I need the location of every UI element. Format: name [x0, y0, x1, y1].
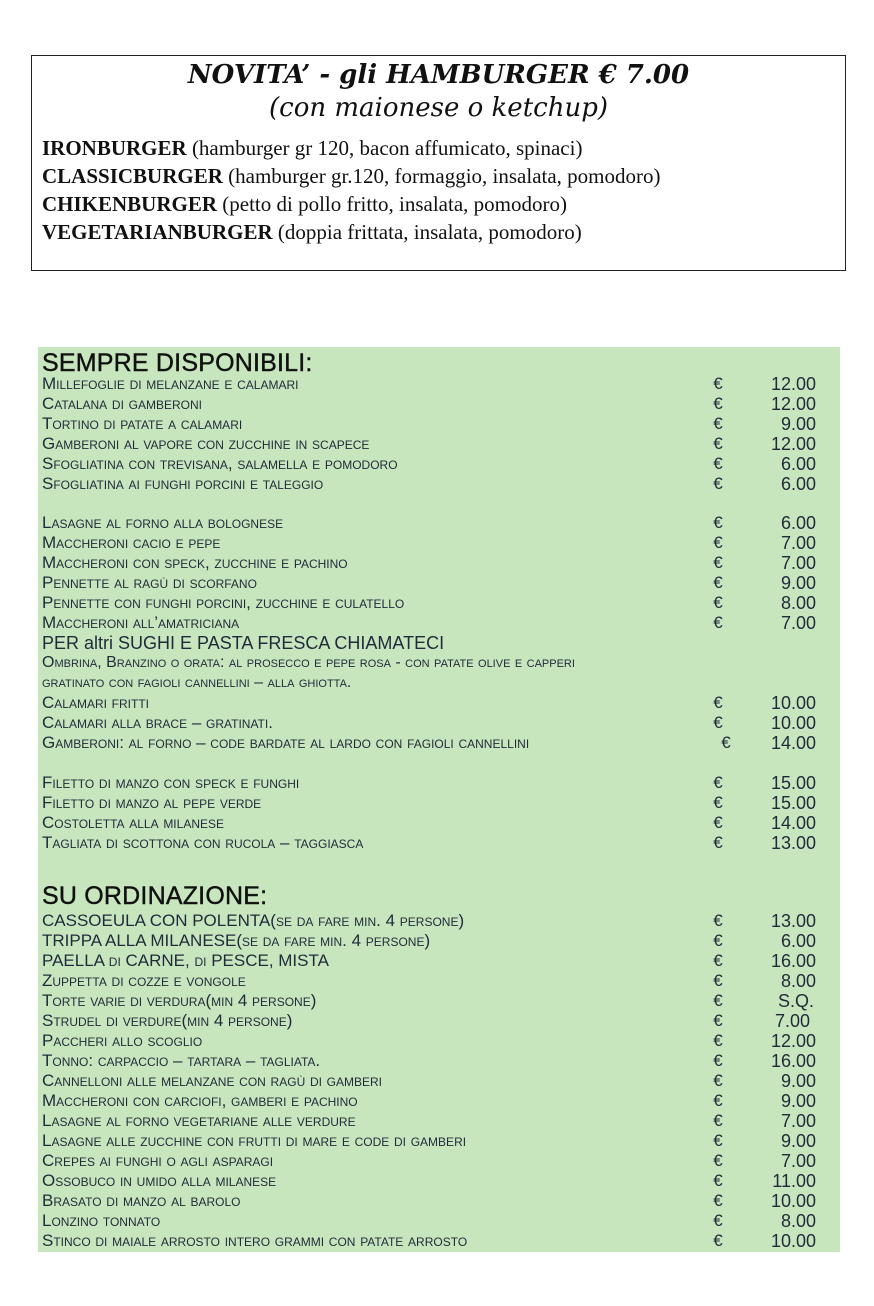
section-heading-ordinazione: SU ORDINAZIONE:: [42, 882, 268, 910]
menu-item-name: Filetto di manzo al pepe verde: [42, 793, 262, 812]
hamburger-name: VEGETARIANBURGER: [42, 220, 273, 244]
menu-item-price: 9.00: [780, 1131, 816, 1151]
euro-sign: €: [713, 454, 723, 473]
menu-item-name: Strudel di verdure(min 4 persone): [42, 1011, 293, 1030]
euro-sign: €: [713, 1011, 723, 1030]
hamburger-subtitle: (con maionese o ketchup): [269, 93, 608, 123]
euro-sign: €: [713, 911, 723, 930]
menu-item-name: Lasagne al forno alla bolognese: [42, 513, 284, 532]
euro-sign: €: [713, 991, 723, 1010]
menu-item-name: Costoletta alla milanese: [42, 813, 225, 832]
hamburger-box: [31, 55, 846, 271]
menu-item-price: 15.00: [770, 793, 816, 813]
euro-sign: €: [713, 1171, 723, 1190]
euro-sign: €: [713, 971, 723, 990]
hamburger-title: NOVITA’ - gli HAMBURGER € 7.00: [187, 60, 690, 90]
euro-sign: €: [713, 613, 723, 632]
euro-sign: €: [713, 773, 723, 792]
euro-sign: €: [713, 1151, 723, 1170]
hamburger-item: [42, 190, 661, 218]
euro-sign: €: [713, 1111, 723, 1130]
menu-item-price: 12.00: [770, 1031, 816, 1051]
euro-sign: €: [713, 1131, 723, 1150]
hamburger-list: [42, 134, 661, 246]
menu-item-price: 8.00: [780, 971, 816, 991]
menu-item-name: Lonzino tonnato: [42, 1211, 161, 1230]
menu-item-price: 9.00: [780, 414, 816, 434]
menu-panel: [38, 347, 840, 1252]
menu-item-price: 6.00: [780, 474, 816, 494]
menu-item-name: Pennette con funghi porcini, zucchine e culatello: [42, 593, 405, 612]
menu-item-name: Cannelloni alle melanzane con ragù di gamberi: [42, 1071, 383, 1090]
hamburger-desc: (petto di pollo fritto, insalata, pomodoro): [217, 192, 567, 216]
hamburger-item: [42, 134, 661, 162]
menu-item-price: 11.00: [772, 1171, 816, 1191]
hamburger-desc: (doppia frittata, insalata, pomodoro): [272, 220, 582, 244]
menu-item-price: 12.00: [770, 374, 816, 394]
menu-item-price: 13.00: [770, 833, 816, 853]
euro-sign: €: [713, 1031, 723, 1050]
menu-item-name: PAELLA di CARNE, di PESCE, MISTA: [42, 951, 329, 970]
hamburger-item: [42, 162, 661, 190]
menu-item-price: 10.00: [770, 713, 816, 733]
euro-sign: €: [713, 533, 723, 552]
menu-item-price: 7.00: [780, 1111, 816, 1131]
menu-item-name: Calamari fritti: [42, 693, 150, 712]
menu-item-price: 7.00: [774, 1011, 810, 1031]
menu-item-price: 13.00: [770, 911, 816, 931]
euro-sign: €: [713, 1231, 723, 1250]
euro-sign: €: [713, 414, 723, 433]
menu-item-price: 6.00: [780, 454, 816, 474]
hamburger-desc: (hamburger gr 120, bacon affumicato, spinaci): [186, 136, 583, 160]
menu-item-price: 16.00: [770, 951, 816, 971]
euro-sign: €: [713, 1071, 723, 1090]
euro-sign: €: [713, 951, 723, 970]
euro-sign: €: [713, 434, 723, 453]
euro-sign: €: [713, 813, 723, 832]
menu-item-price: 6.00: [780, 931, 816, 951]
menu-item-price: 9.00: [780, 573, 816, 593]
euro-sign: €: [713, 513, 723, 532]
menu-item-price: S.Q.: [777, 991, 814, 1011]
menu-item-name: Zuppetta di cozze e vongole: [42, 971, 246, 990]
euro-sign: €: [713, 374, 723, 393]
menu-item-price: 14.00: [770, 813, 816, 833]
menu-item-name: Lasagne al forno vegetariane alle verdure: [42, 1111, 356, 1130]
menu-item-name: Gamberoni: al forno – code bardate al lardo con fagioli cannellini: [42, 733, 530, 752]
menu-item-price: 8.00: [780, 1211, 816, 1231]
menu-item-price: 14.00: [770, 733, 816, 753]
hamburger-item: [42, 218, 661, 246]
menu-item-name: Calamari alla brace – gratinati.: [42, 713, 273, 732]
euro-sign: €: [713, 474, 723, 493]
euro-sign: €: [713, 713, 723, 732]
menu-item-price: 6.00: [780, 513, 816, 533]
menu-item-price: 12.00: [770, 394, 816, 414]
euro-sign: €: [713, 931, 723, 950]
euro-sign: €: [713, 793, 723, 812]
menu-item-name: Sfogliatina ai funghi porcini e taleggio: [42, 474, 324, 493]
menu-item-name: Tortino di patate a calamari: [42, 414, 243, 433]
menu-item-name: Brasato di manzo al barolo: [42, 1191, 241, 1210]
menu-item-price: 16.00: [770, 1051, 816, 1071]
menu-item-name: Paccheri allo scoglio: [42, 1031, 203, 1050]
menu-item-price: 10.00: [770, 1231, 816, 1251]
menu-item-name: Filetto di manzo con speck e funghi: [42, 773, 300, 792]
euro-sign: €: [713, 553, 723, 572]
menu-item-name: TRIPPA ALLA MILANESE(se da fare min. 4 persone): [42, 931, 431, 950]
menu-item-name: gratinato con fagioli cannellini – alla ghiotta.: [42, 674, 352, 691]
menu-item-price: 12.00: [770, 434, 816, 454]
euro-sign: €: [713, 573, 723, 592]
euro-sign: €: [721, 733, 731, 752]
menu-item-price: 7.00: [780, 553, 816, 573]
hamburger-name: IRONBURGER: [42, 136, 187, 160]
menu-item-name: CASSOEULA CON POLENTA(se da fare min. 4 persone): [42, 911, 465, 930]
menu-item-name: Lasagne alle zucchine con frutti di mare e code di gamberi: [42, 1131, 467, 1150]
menu-item-name: Catalana di gamberoni: [42, 394, 202, 413]
menu-item-price: 10.00: [770, 693, 816, 713]
menu-item-name: Gamberoni al vapore con zucchine in scapece: [42, 434, 370, 453]
euro-sign: €: [713, 1191, 723, 1210]
menu-item-price: 7.00: [780, 1151, 816, 1171]
euro-sign: €: [713, 1211, 723, 1230]
hamburger-name: CLASSICBURGER: [42, 164, 223, 188]
menu-item-price: 7.00: [780, 613, 816, 633]
section-heading-sempre: SEMPRE DISPONIBILI:: [42, 349, 313, 377]
menu-item-name: Stinco di maiale arrosto intero grammi con patate arrosto: [42, 1231, 468, 1250]
menu-item-name: Maccheroni cacio e pepe: [42, 533, 221, 552]
menu-item-name: Maccheroni con carciofi, gamberi e pachino: [42, 1091, 358, 1110]
menu-item-name: Torte varie di verdura(min 4 persone): [42, 991, 317, 1010]
menu-item-name: Pennette al ragù di scorfano: [42, 573, 257, 592]
menu-item-name: Ossobuco in umido alla milanese: [42, 1171, 277, 1190]
euro-sign: €: [713, 693, 723, 712]
euro-sign: €: [713, 394, 723, 413]
menu-item-price: 7.00: [780, 533, 816, 553]
menu-item-price: 15.00: [770, 773, 816, 793]
menu-item-price: 10.00: [770, 1191, 816, 1211]
pasta-note: PER altri SUGHI E PASTA FRESCA CHIAMATECI: [42, 633, 445, 653]
menu-item-name: Tonno: carpaccio – tartara – tagliata.: [42, 1051, 321, 1070]
menu-item-name: Maccheroni con speck, zucchine e pachino: [42, 553, 348, 572]
hamburger-desc: (hamburger gr.120, formaggio, insalata, pomodoro): [222, 164, 661, 188]
euro-sign: €: [713, 1051, 723, 1070]
menu-item-name: Sfogliatina con trevisana, salamella e pomodoro: [42, 454, 398, 473]
menu-item-price: 8.00: [780, 593, 816, 613]
menu-item-name: Ombrina, Branzino o orata: al prosecco e pepe rosa - con patate olive e capperi: [42, 654, 575, 671]
euro-sign: €: [713, 1091, 723, 1110]
menu-item-name: Millefoglie di melanzane e calamari: [42, 374, 299, 393]
menu-item-name: Tagliata di scottona con rucola – taggiasca: [42, 833, 364, 852]
menu-item-name: Crepes ai funghi o agli asparagi: [42, 1151, 274, 1170]
menu-item-price: 9.00: [780, 1091, 816, 1111]
hamburger-name: CHIKENBURGER: [42, 192, 218, 216]
euro-sign: €: [713, 593, 723, 612]
menu-item-name: Maccheroni all’amatriciana: [42, 613, 240, 632]
menu-item-price: 9.00: [780, 1071, 816, 1091]
euro-sign: €: [713, 833, 723, 852]
